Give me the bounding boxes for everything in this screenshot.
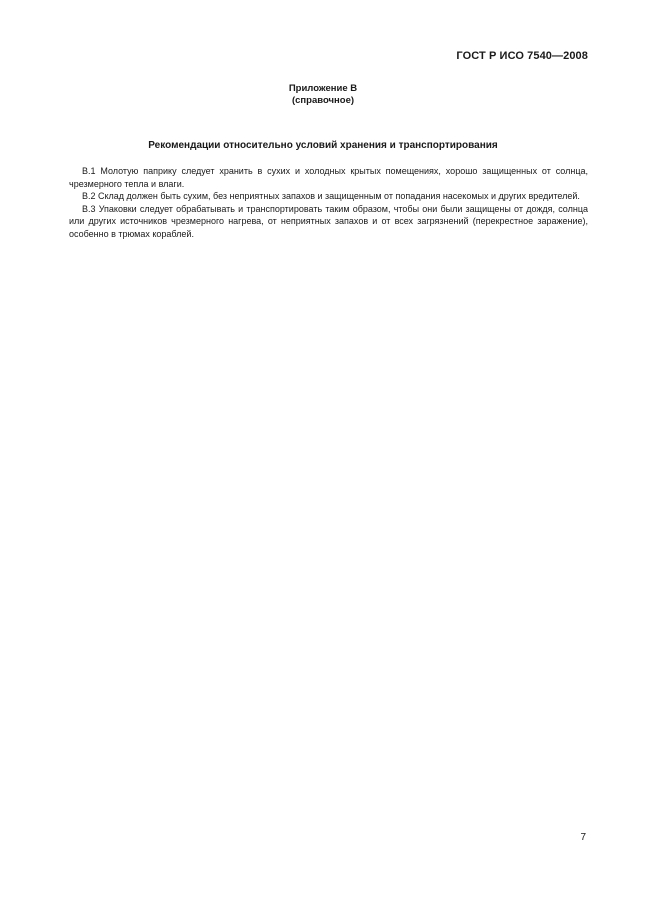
page-number: 7 <box>580 832 586 843</box>
document-code: ГОСТ Р ИСО 7540—2008 <box>456 50 588 62</box>
section-title: Рекомендации относительно условий хранения и транспортирования <box>148 140 498 151</box>
paragraph-b2: В.2 Склад должен быть сухим, без неприятных запахов и защищенным от попадания насекомых и других вредителей. <box>82 191 580 201</box>
appendix-title: Приложение В <box>288 83 358 94</box>
paragraph-b1: В.1 Молотую паприку следует хранить в сухих и холодных крытых помещениях, хорошо защищенных от солнца, чрезмерного тепла и влаги. <box>69 166 588 189</box>
appendix-heading <box>0 83 646 107</box>
body-text <box>69 165 588 240</box>
paragraph-b3: В.3 Упаковки следует обрабатывать и транспортировать таким образом, чтобы они были защищены от дождя, солнца или других источников чрезмерного нагрева, от неприятных запахов и от всех загрязнений (перекрестное заражение), особенно в трюмах кораблей. <box>69 203 588 239</box>
appendix-subtitle: (справочное) <box>291 95 355 106</box>
